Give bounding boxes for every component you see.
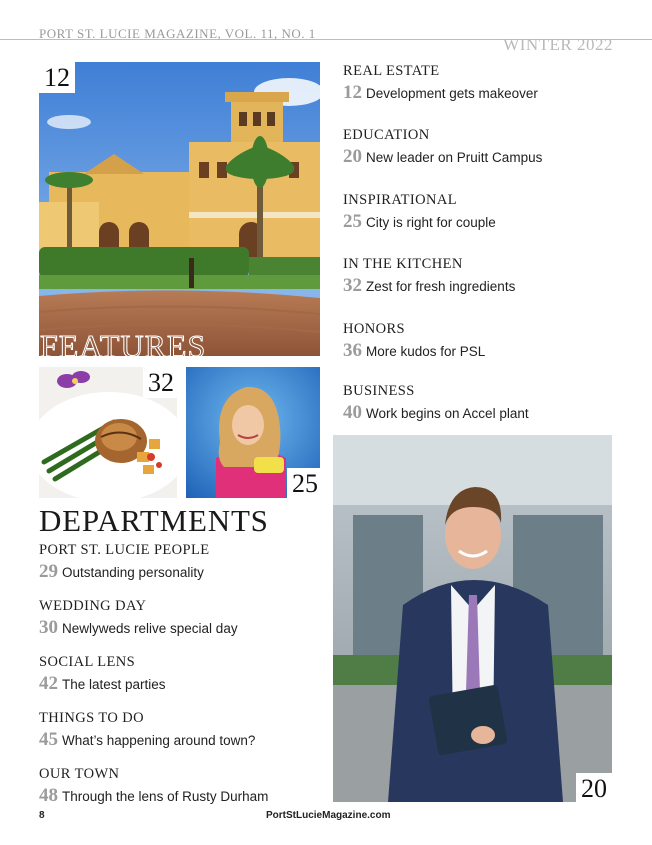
entry-category: IN THE KITCHEN <box>343 256 463 272</box>
entry-title: More kudos for PSL <box>366 344 486 359</box>
entry-category: PORT ST. LUCIE PEOPLE <box>39 542 210 558</box>
entry-category: BUSINESS <box>343 383 415 399</box>
entry-category: INSPIRATIONAL <box>343 192 457 208</box>
entry-title: City is right for couple <box>366 215 496 230</box>
entry-title: New leader on Pruitt Campus <box>366 150 543 165</box>
entry-title: Work begins on Accel plant <box>366 406 529 421</box>
entry-title: What’s happening around town? <box>62 733 256 748</box>
portrait-page-number: 20 <box>576 773 612 804</box>
entry-category: WEDDING DAY <box>39 598 147 614</box>
entry-page-number: 20 <box>343 146 362 167</box>
dept-entry-social <box>39 653 166 695</box>
features-entry-education <box>343 126 542 168</box>
dept-entry-people <box>39 541 210 583</box>
entry-page-number: 48 <box>39 785 58 806</box>
food-page-number: 32 <box>143 367 179 398</box>
features-entry-kitchen <box>343 255 515 297</box>
entry-page-number: 12 <box>343 82 362 103</box>
features-entry-real-estate <box>343 62 538 104</box>
person-page-number: 25 <box>287 468 323 499</box>
magazine-volume-header: PORT ST. LUCIE MAGAZINE, VOL. 11, NO. 1 <box>39 26 316 41</box>
entry-category: THINGS TO DO <box>39 710 144 726</box>
entry-page-number: 36 <box>343 340 362 361</box>
dept-entry-our-town <box>39 765 268 807</box>
hero-page-number: 12 <box>39 62 75 93</box>
entry-page-number: 30 <box>39 617 58 638</box>
entry-title: Zest for fresh ingredients <box>366 279 516 294</box>
entry-category: OUR TOWN <box>39 766 120 782</box>
entry-page-number: 25 <box>343 211 362 232</box>
issue-date: WINTER 2022 <box>503 35 613 54</box>
entry-page-number: 45 <box>39 729 58 750</box>
footer-page-number: 8 <box>39 810 45 821</box>
features-entry-business <box>343 382 529 424</box>
entry-page-number: 42 <box>39 673 58 694</box>
features-entry-honors <box>343 320 485 362</box>
entry-category: HONORS <box>343 321 406 337</box>
features-entry-inspirational <box>343 191 496 233</box>
entry-page-number: 40 <box>343 402 362 423</box>
dept-entry-things-to-do <box>39 709 255 751</box>
entry-category: SOCIAL LENS <box>39 654 136 670</box>
man-portrait-photo <box>333 435 612 802</box>
entry-page-number: 29 <box>39 561 58 582</box>
dept-entry-wedding <box>39 597 238 639</box>
entry-page-number: 32 <box>343 275 362 296</box>
departments-title: DEPARTMENTS <box>39 503 269 538</box>
entry-title: Through the lens of Rusty Durham <box>62 789 269 804</box>
features-label: FEATURES <box>40 328 207 364</box>
entry-category: EDUCATION <box>343 127 430 143</box>
hero-building-photo <box>39 62 320 356</box>
footer-website-url: PortStLucieMagazine.com <box>266 810 391 821</box>
entry-title: Development gets makeover <box>366 86 538 101</box>
entry-title: Outstanding personality <box>62 565 204 580</box>
entry-category: REAL ESTATE <box>343 63 440 79</box>
entry-title: The latest parties <box>62 677 166 692</box>
entry-title: Newlyweds relive special day <box>62 621 238 636</box>
